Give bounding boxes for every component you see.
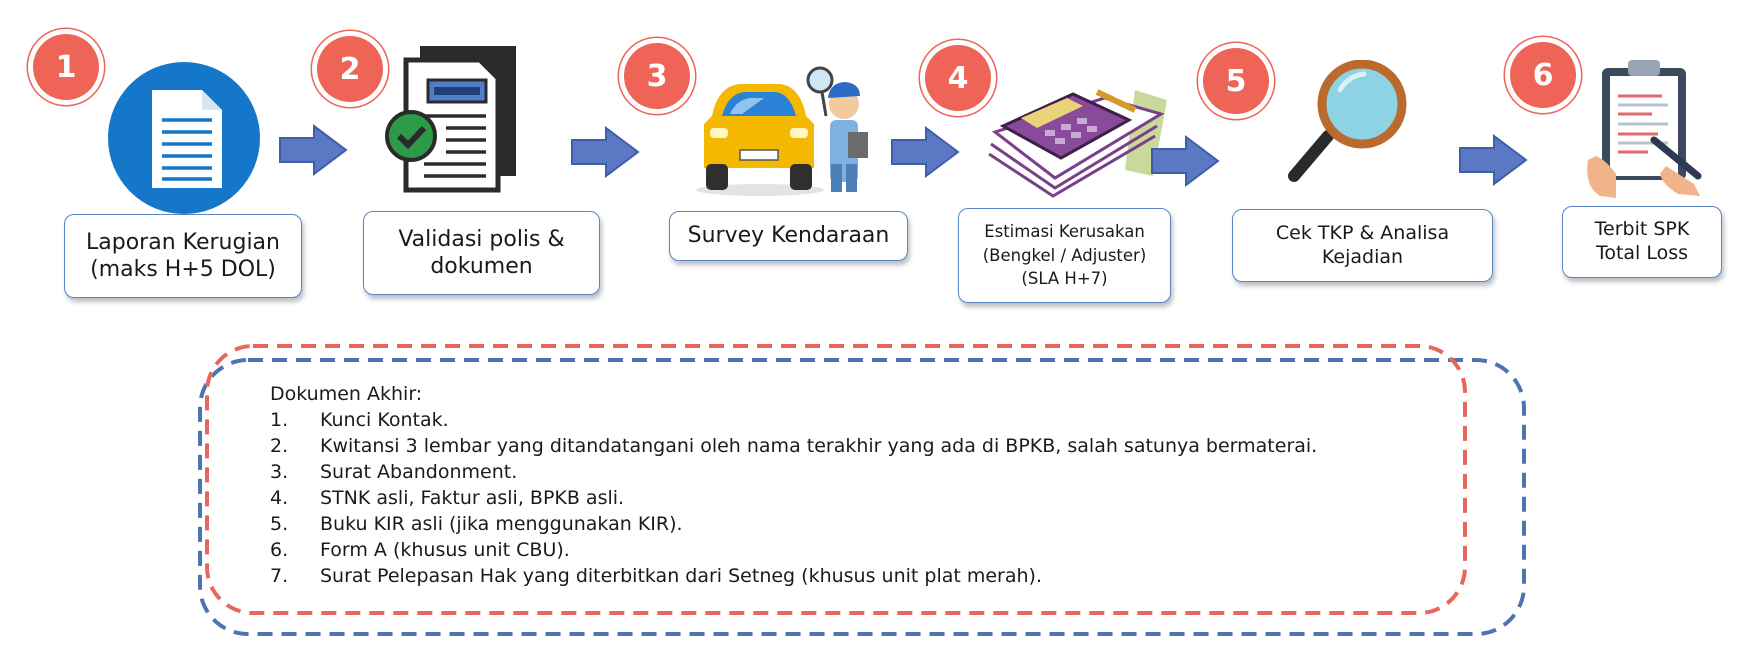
document-report-icon	[106, 60, 262, 216]
step-1-line-2: (maks H+5 DOL)	[90, 257, 276, 282]
item-text: Buku KIR asli (jika menggunakan KIR).	[320, 513, 683, 535]
item-text: Form A (khusus unit CBU).	[320, 539, 570, 561]
step-6-line-1: Terbit SPK	[1594, 218, 1690, 241]
step-1-badge: 1	[33, 34, 99, 100]
arrow-3-icon	[890, 126, 960, 178]
step-5-badge: 5	[1203, 48, 1269, 114]
arrow-1-icon	[278, 124, 348, 176]
final-document-item	[270, 459, 1317, 485]
item-number: 6.	[270, 539, 289, 561]
item-number: 2.	[270, 435, 289, 457]
step-3-label	[669, 211, 908, 261]
validated-documents-icon	[384, 44, 534, 194]
car-surveyor-icon	[690, 56, 880, 201]
step-5-line-2: Kejadian	[1321, 245, 1404, 268]
step-5-label	[1232, 209, 1493, 282]
step-6-label	[1562, 206, 1722, 278]
step-2-label	[363, 211, 600, 295]
step-6-line-2: Total Loss	[1595, 242, 1689, 264]
step-2-badge: 2	[317, 36, 383, 102]
final-document-item	[270, 485, 1317, 511]
step-4-badge: 4	[925, 45, 991, 111]
item-text: STNK asli, Faktur asli, BPKB asli.	[320, 487, 625, 509]
final-document-item	[270, 433, 1317, 459]
item-text: Surat Pelepasan Hak yang diterbitkan dari Setneg (khusus unit plat merah).	[320, 565, 1042, 587]
step-4-label	[958, 208, 1171, 303]
final-documents-title: Dokumen Akhir:	[270, 383, 423, 405]
step-4-line-1: Estimasi Kerusakan	[984, 222, 1145, 242]
step-2-line-1: Validasi polis &	[398, 226, 565, 252]
arrow-2-icon	[570, 126, 640, 178]
final-document-item	[270, 537, 1317, 563]
final-documents-list	[270, 381, 1317, 589]
final-document-item	[270, 407, 1317, 433]
step-1-line-1: Laporan Kerugian	[86, 229, 280, 255]
calculator-estimate-icon	[985, 80, 1170, 198]
step-6-badge: 6	[1510, 42, 1576, 108]
final-document-item	[270, 563, 1317, 589]
item-number: 4.	[270, 487, 289, 509]
step-4-line-3: (SLA H+7)	[1021, 269, 1108, 289]
item-number: 5.	[270, 513, 289, 535]
final-document-item	[270, 511, 1317, 537]
item-text: Kwitansi 3 lembar yang ditandatangani oleh nama terakhir yang ada di BPKB, salah satunya bermaterai.	[320, 435, 1318, 457]
item-number: 1.	[270, 409, 289, 431]
step-3-line-1: Survey Kendaraan	[687, 223, 890, 249]
step-3-badge: 3	[624, 43, 690, 109]
item-text: Kunci Kontak.	[320, 409, 449, 431]
item-number: 3.	[270, 461, 289, 483]
step-4-line-2: (Bengkel / Adjuster)	[982, 245, 1147, 265]
arrow-5-icon	[1458, 134, 1528, 186]
item-text: Surat Abandonment.	[320, 461, 518, 483]
step-5-line-1: Cek TKP & Analisa	[1275, 221, 1450, 244]
arrow-4-icon	[1150, 135, 1220, 187]
step-1-label	[64, 214, 302, 298]
step-2-line-2: dokumen	[430, 254, 533, 279]
item-number: 7.	[270, 565, 289, 587]
clipboard-signing-icon	[1582, 56, 1706, 206]
magnifier-icon	[1282, 60, 1414, 188]
